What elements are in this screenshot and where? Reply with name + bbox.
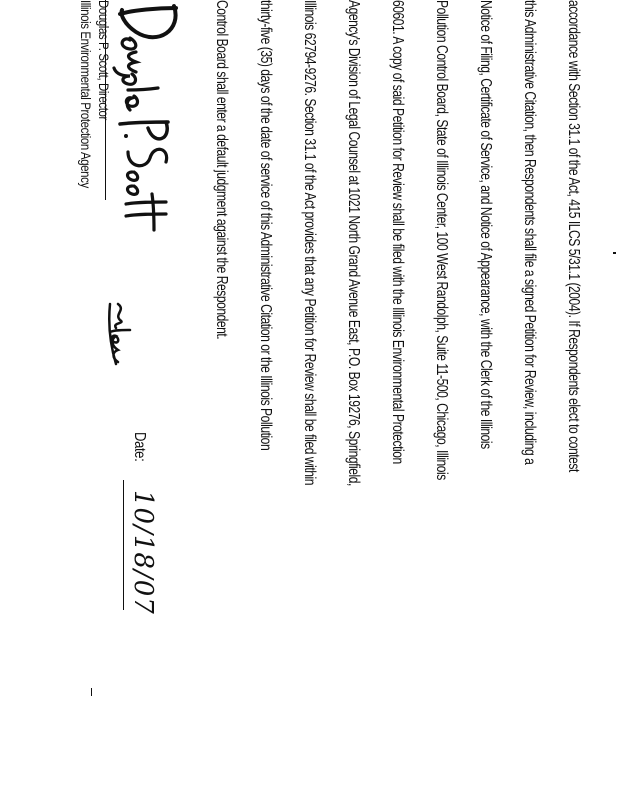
stray-mark (91, 688, 92, 696)
paragraph-line-1: accordance with Section 31.1 of the Act, 415 ILCS 5/31.1 (2004). If Respondents elect to contest (565, 0, 582, 472)
paragraph-line-7: Illinois 62794-9276. Section 31.1 of the Act provides that any Petition for Review shall be filed within (301, 0, 318, 485)
paragraph-line-9: Control Board shall enter a default judgment against the Respondent. (213, 0, 230, 340)
signer-name-title: Douglas P. Scott, Director (96, 0, 112, 120)
stray-mark (613, 252, 616, 254)
handwritten-initials (100, 300, 140, 380)
paragraph-line-2: this Administrative Citation, then Respondents shall file a signed Petition for Review, including a (521, 0, 538, 465)
paragraph-line-4: Pollution Control Board, State of Illinois Center, 100 West Randolph, Suite 11-500, Chicago, Illinois (433, 0, 450, 480)
date-label: Date: (131, 432, 148, 462)
date-value: 10/18/07 (128, 490, 158, 615)
signer-agency: Illinois Environmental Protection Agency (78, 0, 94, 188)
paragraph-line-8: thirty-five (35) days of the date of service of this Administrative Citation or the Illinois Pollution (257, 0, 274, 451)
paragraph-line-5: 60601. A copy of said Petition for Review shall be filed with the Illinois Environmental Protection (389, 0, 406, 464)
handwritten-signature (108, 0, 188, 240)
paragraph-line-3: Notice of Filing, Certificate of Service, and Notice of Appearance, with the Clerk of the Illinois (477, 0, 494, 449)
paragraph-line-6: Agency's Division of Legal Counsel at 1021 North Grand Avenue East, P.O. Box 19276, Springfield, (345, 0, 362, 486)
date-underline (123, 480, 124, 610)
